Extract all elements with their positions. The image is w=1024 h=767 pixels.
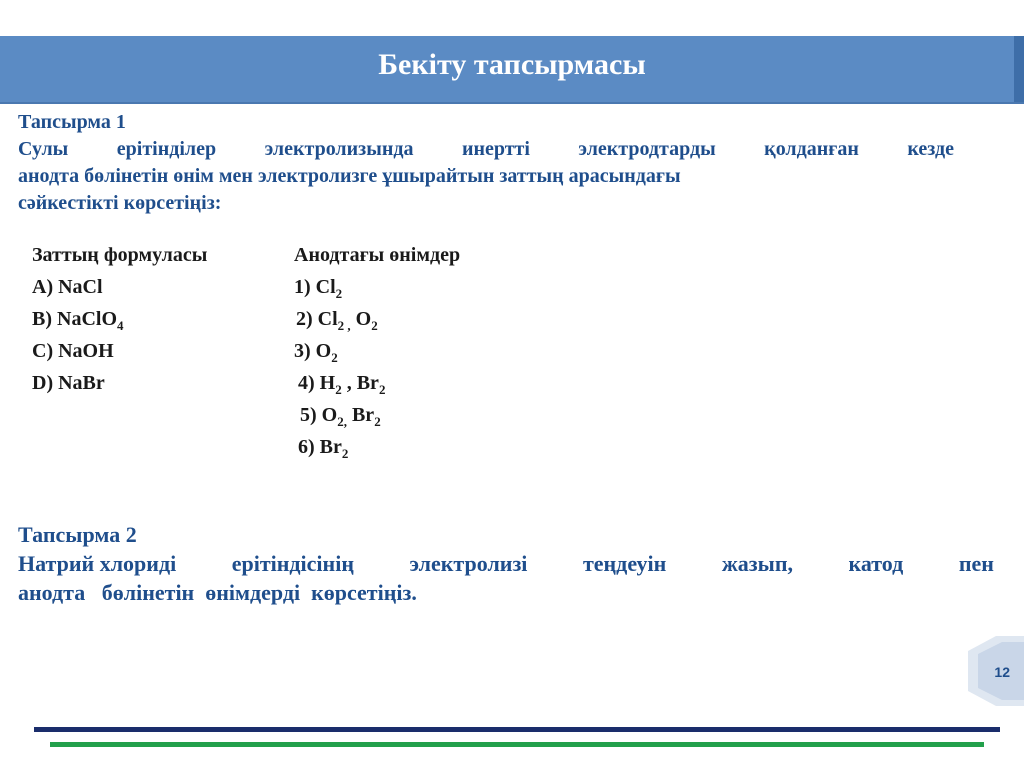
product-item: 6) $Br_2$ (298, 436, 349, 461)
word: қолданған (764, 138, 859, 160)
word: электролизында (264, 138, 414, 160)
word: ерітіндісінің (231, 551, 355, 576)
word: электролизі (409, 551, 528, 576)
product-item: 3) $O_2$ (294, 340, 338, 365)
word: катод (848, 551, 904, 576)
substance-item: C) NaOH (32, 340, 114, 362)
word: инертті (461, 138, 530, 160)
substance-item: D) NaBr (32, 372, 105, 394)
product-item: 2) $Cl_{2 ,}$ $O_2$ (296, 308, 378, 333)
title-bar (0, 36, 1024, 104)
title-bar-edge (1014, 36, 1024, 102)
substance-item: B) NaClO$_4$ (32, 308, 124, 333)
substance-item: A) NaCl (32, 276, 103, 298)
word: жазып, (721, 551, 793, 576)
task-1 (18, 109, 978, 217)
product-item: 1) $Cl_2$ (294, 276, 343, 301)
left-column-header: Заттың формуласы (32, 244, 208, 266)
task-2-heading: Тапсырма 2 (18, 522, 137, 547)
word: пен (958, 551, 994, 576)
task-2-line-2: анодта бөлінетін өнімдерді көрсетіңіз. (18, 580, 417, 605)
right-column-header: Анодтағы өнімдер (294, 244, 461, 266)
task-1-line-2: анодта бөлінетін өнім мен электролизге ұшырайтын заттың арасындағы (18, 165, 681, 187)
footer-rule-blue (34, 727, 1000, 732)
slide-title: Бекіту тапсырмасы (378, 48, 646, 81)
word: кезде (907, 138, 954, 160)
task-2-line-1 (18, 549, 994, 578)
word: Сулы (18, 138, 69, 160)
task-2 (18, 520, 998, 607)
word: электродтарды (578, 138, 716, 160)
task-1-heading: Тапсырма 1 (18, 111, 126, 133)
product-item: 4) $H_2$ , $Br_2$ (298, 372, 386, 397)
word: теңдеуін (582, 551, 667, 576)
page-number: 12 (994, 664, 1010, 680)
footer-rule-green (50, 742, 984, 747)
product-item: 5) $O_{2,}$ $Br_2$ (300, 404, 381, 429)
task-1-line-1 (18, 136, 954, 163)
word: ерітінділер (116, 138, 217, 160)
word: Натрий хлориді (18, 551, 177, 576)
task-1-line-3: сәйкестікті көрсетіңіз: (18, 192, 222, 214)
